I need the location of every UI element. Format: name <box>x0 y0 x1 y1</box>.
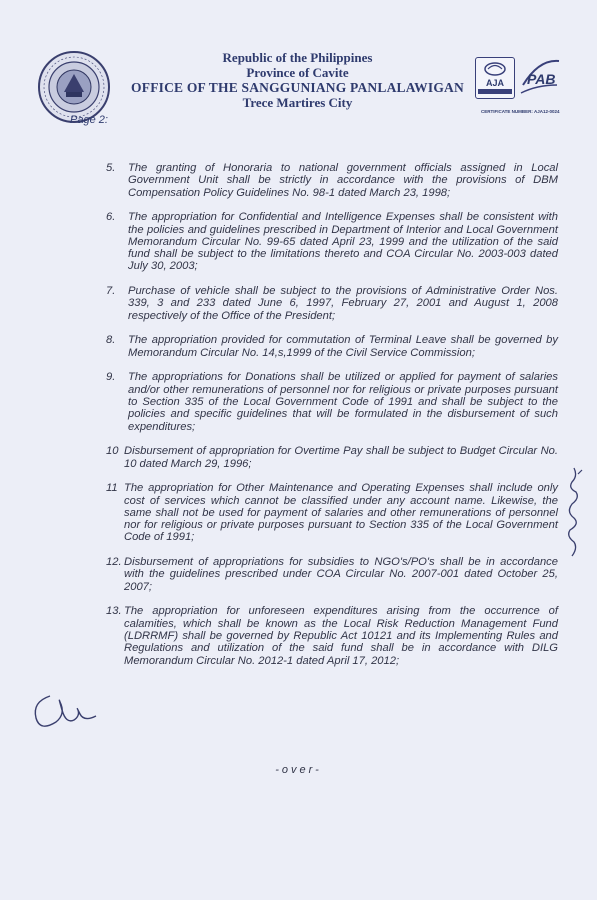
bottom-initials-signature <box>28 688 100 736</box>
list-item <box>106 445 558 470</box>
item-text: Disbursement of appropriation for Overtime Pay shall be subject to Budget Circular No. 10 dated March 29, 1996; <box>124 445 558 470</box>
certificate-number: CERTIFICATE NUMBER: AJA12-0024 <box>481 109 560 114</box>
provincial-seal-logo <box>37 50 111 124</box>
list-item <box>106 334 558 359</box>
list-item <box>106 371 558 432</box>
aja-emblem-icon <box>476 58 514 78</box>
item-text: The appropriation for unforeseen expenditures arising from the occurrence of calamities, which shall be known as the Local Risk Reduction Management Fund (LDRRMF) shall be governed by Republic Act 10121 and its Implementing Rules and Regulations and utilization of the said fund shall be in accordance with DILG Memorandum Circular No. 2012-1 dated April 17, 2012; <box>124 605 558 667</box>
pab-label: PAB <box>527 71 556 87</box>
item-number: 6. <box>106 211 116 224</box>
over-marker: -over- <box>275 764 322 776</box>
province-line: Province of Cavite <box>246 65 349 80</box>
letterhead <box>120 50 475 110</box>
item-number: 8. <box>106 334 116 347</box>
list-item <box>106 162 558 199</box>
list-item <box>106 605 558 666</box>
list-item <box>106 285 558 322</box>
list-item <box>106 482 558 543</box>
list-item <box>106 556 558 593</box>
item-number: 10 <box>106 445 119 458</box>
aja-logo <box>475 57 515 99</box>
republic-line: Republic of the Philippines <box>222 50 373 65</box>
item-number: 7. <box>106 285 116 298</box>
item-number: 13. <box>106 605 122 618</box>
item-text: Disbursement of appropriations for subsidies to NGO's/PO's shall be in accordance with the guidelines prescribed under COA Circular No. 2007-001 dated October 25, 2007; <box>124 556 558 593</box>
item-text: The appropriations for Donations shall be utilized or applied for payment of salaries and/or other remunerations of personnel nor for religious or private purposes pursuant to Section 335 of the Local Government Code of 1991 and shall be subject to the policies and specific guidelines that will be formulated in the disbursement of such expenditures; <box>128 371 558 433</box>
page-number-label: Page 2: <box>70 114 108 126</box>
city-line: Trece Martires City <box>242 95 353 110</box>
aja-label: AJA <box>485 78 504 88</box>
item-number: 9. <box>106 371 116 384</box>
provisions-list <box>106 162 558 679</box>
margin-initials-signature <box>560 462 588 562</box>
pab-logo <box>517 55 563 101</box>
item-number: 12. <box>106 556 122 569</box>
item-text: Purchase of vehicle shall be subject to the provisions of Administrative Order Nos. 339, 3 and 233 dated June 6, 1997, February 27, 2001 and August 1, 2008 respectively of the Office of the President; <box>128 285 558 322</box>
aja-bar <box>478 89 512 94</box>
office-line: OFFICE OF THE SANGGUNIANG PANLALAWIGAN <box>131 80 464 95</box>
item-text: The appropriation provided for commutation of Terminal Leave shall be governed by Memorandum Circular No. 14,s,1999 of the Civil Service Commission; <box>128 334 558 359</box>
item-text: The granting of Honoraria to national government officials assigned in Local Government Unit shall be strictly in accordance with the provisions of DBM Compensation Policy Guidelines No. 98-1 dated March 23, 1998; <box>128 162 558 199</box>
certification-logos <box>473 55 563 117</box>
list-item <box>106 211 558 272</box>
item-text: The appropriation for Other Maintenance and Operating Expenses shall include only cost of services which cannot be classified under any account name. Likewise, the same shall not be used for payment of salaries and other remunerations of personnel nor for religious or private purposes pursuant to Section 335 of the Local Government Code of 1991; <box>124 482 558 544</box>
item-number: 11 <box>106 482 118 495</box>
item-number: 5. <box>106 162 116 174</box>
item-text: The appropriation for Confidential and Intelligence Expenses shall be consistent with the policies and guidelines prescribed in Department of Interior and Local Government Memorandum Circular No. 99-65 dated April 23, 1999 and the utilization of the said fund shall be subject to the limitations thereto and COA Circular No. 2003-003 dated July 30, 2003; <box>128 211 558 273</box>
